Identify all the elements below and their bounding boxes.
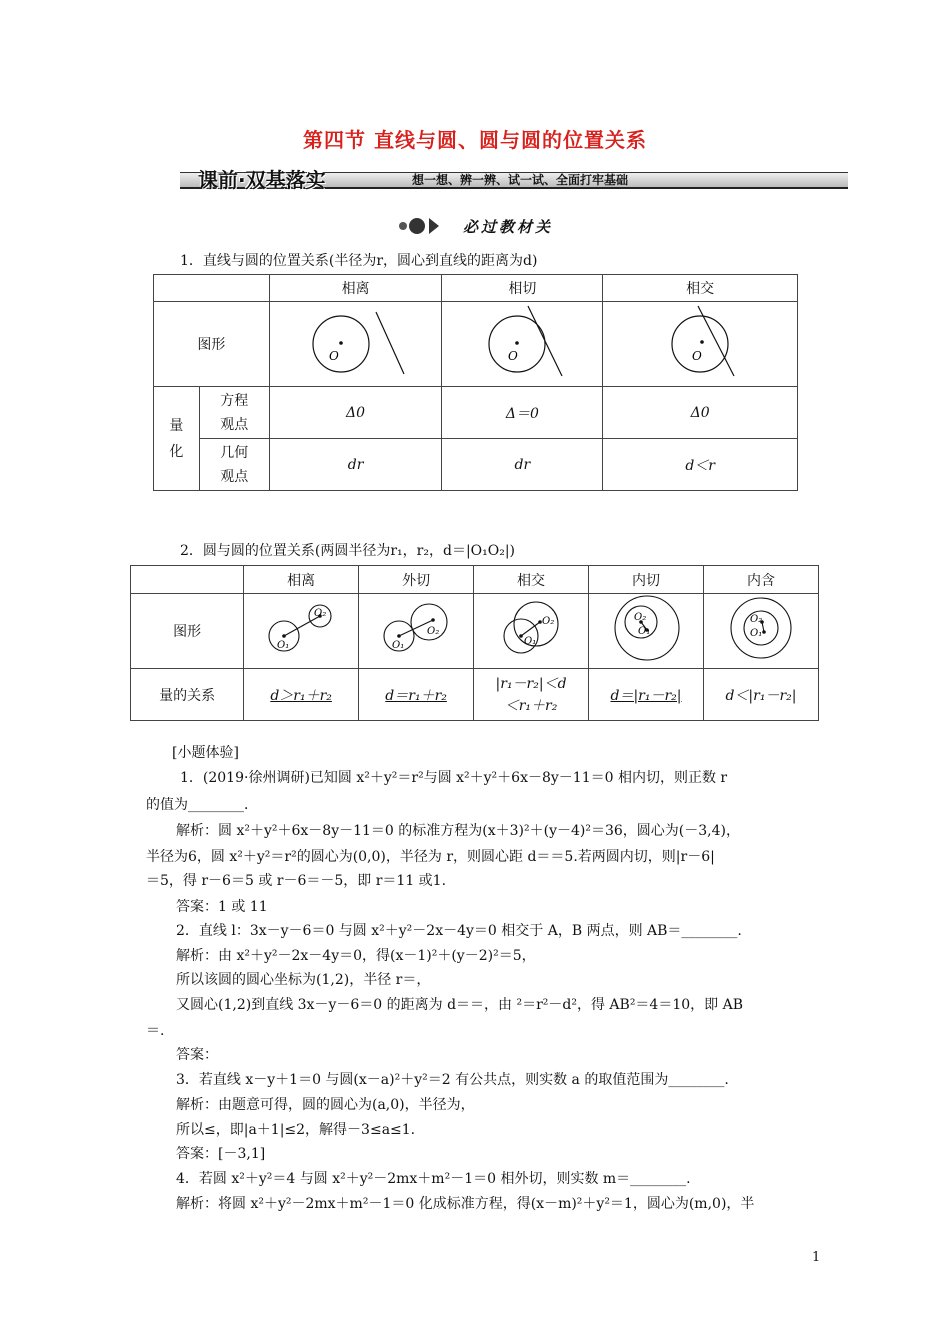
rel-external-tangent: d＝r₁＋r₂: [359, 669, 474, 721]
figure2-contained: [703, 594, 818, 669]
page-number: 1: [812, 1250, 821, 1265]
table2-col-header: 外切: [359, 566, 474, 594]
table1-row-eq-label: 方程观点: [199, 387, 269, 439]
geo-value-intersect: d＜r: [603, 439, 798, 491]
o2-label: O₂: [314, 608, 327, 619]
page-title: 第四节 直线与圆、圆与圆的位置关系: [303, 128, 647, 152]
practice-line: 解析：将圆 x²＋y²－2mx＋m²－1＝0 化成标准方程，得(x－m)²＋y²＝1，圆心为(m,0)，半: [176, 1196, 755, 1212]
practice-line: 的值为________．: [146, 797, 258, 813]
rel-intersect: |r₁－r₂|＜d ＜r₁＋r₂: [474, 669, 589, 721]
section2-heading: 2．圆与圆的位置关系(两圆半径为r₁，r₂，d＝|O₁O₂|): [180, 543, 516, 559]
table2-corner: [131, 566, 244, 594]
practice-line: 答案：[－3,1]: [176, 1146, 266, 1162]
practice-line: 所以≤，即|a＋1|≤2，解得－3≤a≤1.: [176, 1122, 416, 1138]
section1-heading: 1．直线与圆的位置关系(半径为r，圆心到直线的距离为d): [180, 253, 538, 269]
center-label: O: [328, 349, 339, 363]
o2-label: O₂: [633, 612, 647, 623]
table1-group-label: 量化: [154, 387, 200, 491]
table2-col-header: 相离: [244, 566, 359, 594]
practice-line: ＝.: [146, 1023, 165, 1039]
rel-separate: d＞r₁＋r₂: [244, 669, 359, 721]
table1-col-header: 相交: [603, 275, 798, 302]
practice-label: [小题体验]: [172, 745, 239, 761]
practice-line: 答案：: [176, 1047, 218, 1063]
table2-col-header: 相交: [474, 566, 589, 594]
dots-arrow-icon: [395, 214, 459, 238]
center-label: O: [508, 349, 519, 363]
practice-line: 2．直线 l：3x－y－6＝0 与圆 x²＋y²－2x－4y＝0 相交于 A，B 两点，则 AB＝________.: [176, 923, 742, 939]
practice-line: 所以该圆的圆心坐标为(1,2)，半径 r＝，: [176, 972, 431, 988]
geo-value-tangent: dr: [442, 439, 603, 491]
o2-label: O₂: [542, 616, 555, 627]
line-circle-table: [153, 274, 798, 491]
section-banner: [180, 168, 848, 190]
o2-label: O₂: [749, 614, 763, 625]
figure-tangent: [442, 302, 603, 387]
practice-line: 解析：圆 x²＋y²＋6x－8y－11＝0 的标准方程为(x＋3)²＋(y－4)²＝36，圆心为(－3,4)，: [176, 823, 740, 839]
figure-separate: [269, 302, 442, 387]
geo-value-separate: dr: [269, 439, 442, 491]
practice-line: 又圆心(1,2)到直线 3x－y－6＝0 的距离为 d＝＝，由 ²＝r²－d²，得 AB²＝4＝10，即 AB: [176, 997, 743, 1013]
practice-line: 4．若圆 x²＋y²＝4 与圆 x²＋y²－2mx＋m²－1＝0 相外切，则实数 m＝________.: [176, 1171, 691, 1187]
table2-col-header: 内含: [703, 566, 818, 594]
o1-label: O₁: [749, 628, 763, 639]
o1-label: O₁: [524, 636, 537, 647]
circle-circle-table: [130, 565, 819, 721]
eq-value-intersect: Δ0: [603, 387, 798, 439]
practice-line: 半径为6，圆 x²＋y²＝r²的圆心为(0,0)，半径为 r，则圆心距 d＝＝5.若两圆内切，则|r－6|: [146, 849, 715, 865]
table2-row-figure-label: 图形: [131, 594, 244, 669]
rel-internal-tangent: d＝|r₁－r₂|: [589, 669, 704, 721]
table1-row-geo-label: 几何观点: [199, 439, 269, 491]
o1-label: O₁: [392, 640, 405, 651]
subheading-text: 必过教材关: [463, 218, 554, 236]
table2-row-rel-label: 量的关系: [131, 669, 244, 721]
o2-label: O₂: [427, 626, 440, 637]
eq-value-separate: Δ0: [269, 387, 442, 439]
practice-line: 3．若直线 x－y＋1＝0 与圆(x－a)²＋y²＝2 有公共点，则实数 a 的取值范围为________.: [176, 1072, 729, 1088]
figure2-separate: [244, 594, 359, 669]
table1-row-figure-label: 图形: [154, 302, 270, 387]
o1-label: O₁: [637, 626, 651, 637]
figure2-intersect: [474, 594, 589, 669]
banner-sub-text: 想一想、辨一辨、试一试、全面打牢基础: [412, 173, 629, 187]
practice-line: 解析：由 x²＋y²－2x－4y＝0，得(x－1)²＋(y－2)²＝5，: [176, 948, 536, 964]
practice-line: 解析：由题意可得，圆的圆心为(a,0)，半径为，: [176, 1097, 475, 1113]
center-label: O: [692, 349, 702, 363]
o1-label: O₁: [277, 640, 290, 651]
practice-line: 1．(2019·徐州调研)已知圆 x²＋y²＝r²与圆 x²＋y²＋6x－8y－11＝0 相内切，则正数 r: [180, 770, 728, 786]
figure2-internal-tangent: [589, 594, 704, 669]
table2-col-header: 内切: [589, 566, 704, 594]
rel-contained: d＜|r₁－r₂|: [703, 669, 818, 721]
practice-line: ＝5，得 r－6＝5 或 r－6＝－5，即 r＝11 或1.: [146, 873, 447, 889]
figure2-external-tangent: [359, 594, 474, 669]
figure-intersect: [603, 302, 798, 387]
table1-col-header: 相切: [442, 275, 603, 302]
practice-line: 答案：1 或 11: [176, 899, 268, 915]
table1-corner: [154, 275, 270, 302]
table1-col-header: 相离: [269, 275, 442, 302]
banner-main-text: 课前·双基落实: [198, 168, 326, 192]
eq-value-tangent: Δ＝0: [442, 387, 603, 439]
